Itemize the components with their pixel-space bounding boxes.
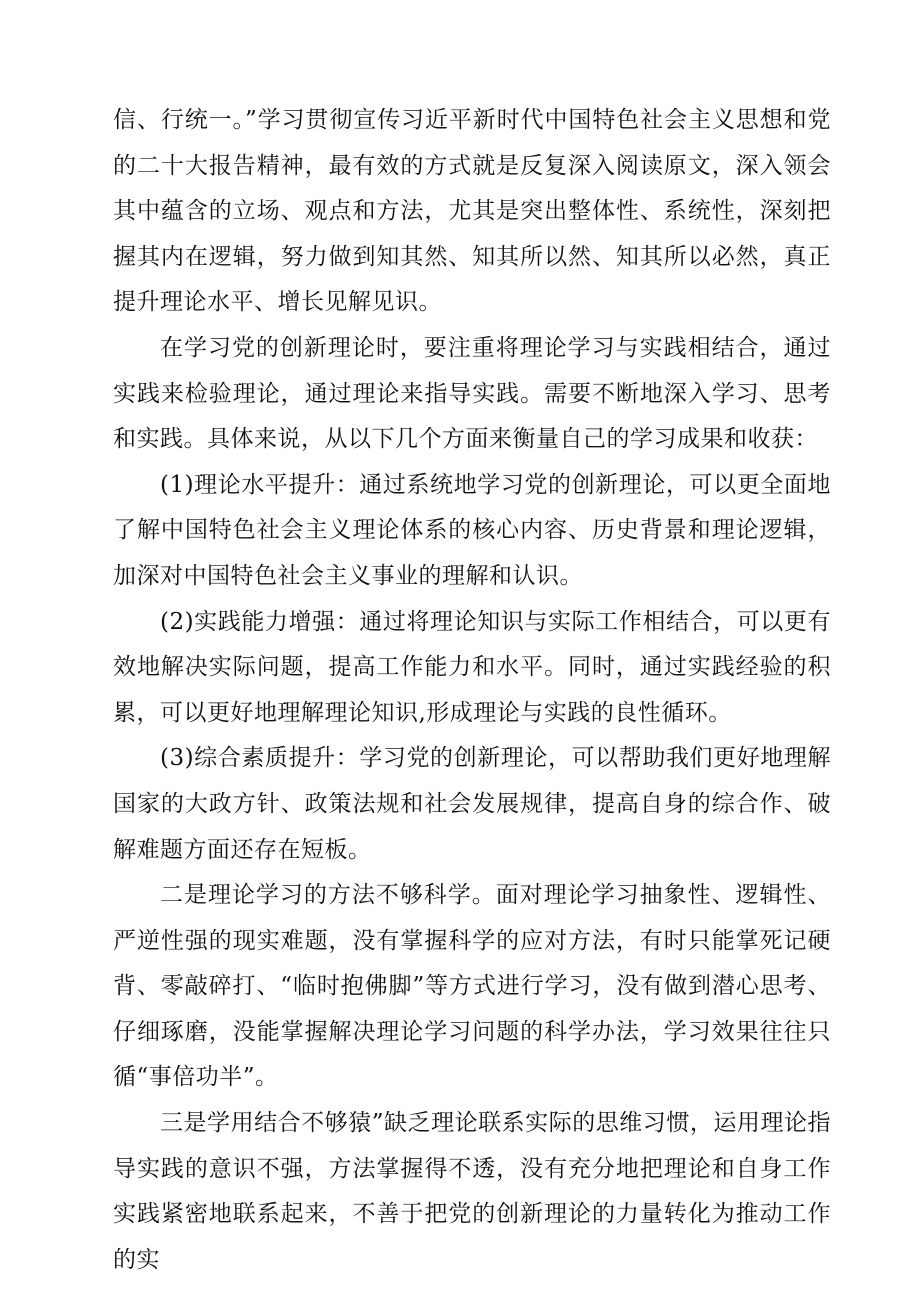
paragraph-item-1: (1)理论水平提升：通过系统地学习党的创新理论，可以更全面地了解中国特色社会主义理论体系的核心内容、历史背景和理论逻辑，加深对中国特色社会主义事业的理解和认识。 <box>113 471 831 589</box>
paragraph-item-2: (2)实践能力增强：通过将理论知识与实际工作相结合，可以更有效地解决实际问题，提高工作能力和水平。同时，通过实践经验的积累，可以更好地理解理论知识,形成理论与实践的良性循环。 <box>113 608 831 726</box>
paragraph-point-3: 三是学用结合不够猿”缺乏理论联系实际的思维习惯，运用理论指导实践的意识不强，方法掌握得不透，没有充分地把理论和自身工作实践紧密地联系起来，不善于把党的创新理论的力量转化为推动工作的实 <box>113 1110 831 1273</box>
document-page <box>113 98 831 1283</box>
paragraph-item-3: (3)综合素质提升：学习党的创新理论，可以帮助我们更好地理解国家的大政方针、政策法规和社会发展规律，提高自身的综合作、破解难题方面还存在短板。 <box>113 745 831 863</box>
paragraph-theory-practice: 在学习党的创新理论时，要注重将理论学习与实践相结合，通过实践来检验理论，通过理论来指导实践。需要不断地深入学习、思考和实践。具体来说，从以下几个方面来衡量自己的学习成果和收获： <box>113 334 831 453</box>
paragraph-continuation: 信、行统一。”学习贯彻宣传习近平新时代中国特色社会主义思想和党的二十大报告精神，最有效的方式就是反复深入阅读原文，深入领会其中蕴含的立场、观点和方法，尤其是突出整体性、系统性，深刻把握其内在逻辑，努力做到知其然、知其所以然、知其所以必然，真正提升理论水平、增长见解见识。 <box>113 107 831 316</box>
paragraph-point-2: 二是理论学习的方法不够科学。面对理论学习抽象性、逻辑性、严逆性强的现实难题，没有掌握科学的应对方法，有时只能掌死记硬背、零敲碎打、“临时抱佛脚”等方式进行学习，没有做到潜心思考、仔细琢磨，没能掌握解决理论学习问题的科学办法，学习效果往往只循“事倍功半”。 <box>113 882 831 1091</box>
